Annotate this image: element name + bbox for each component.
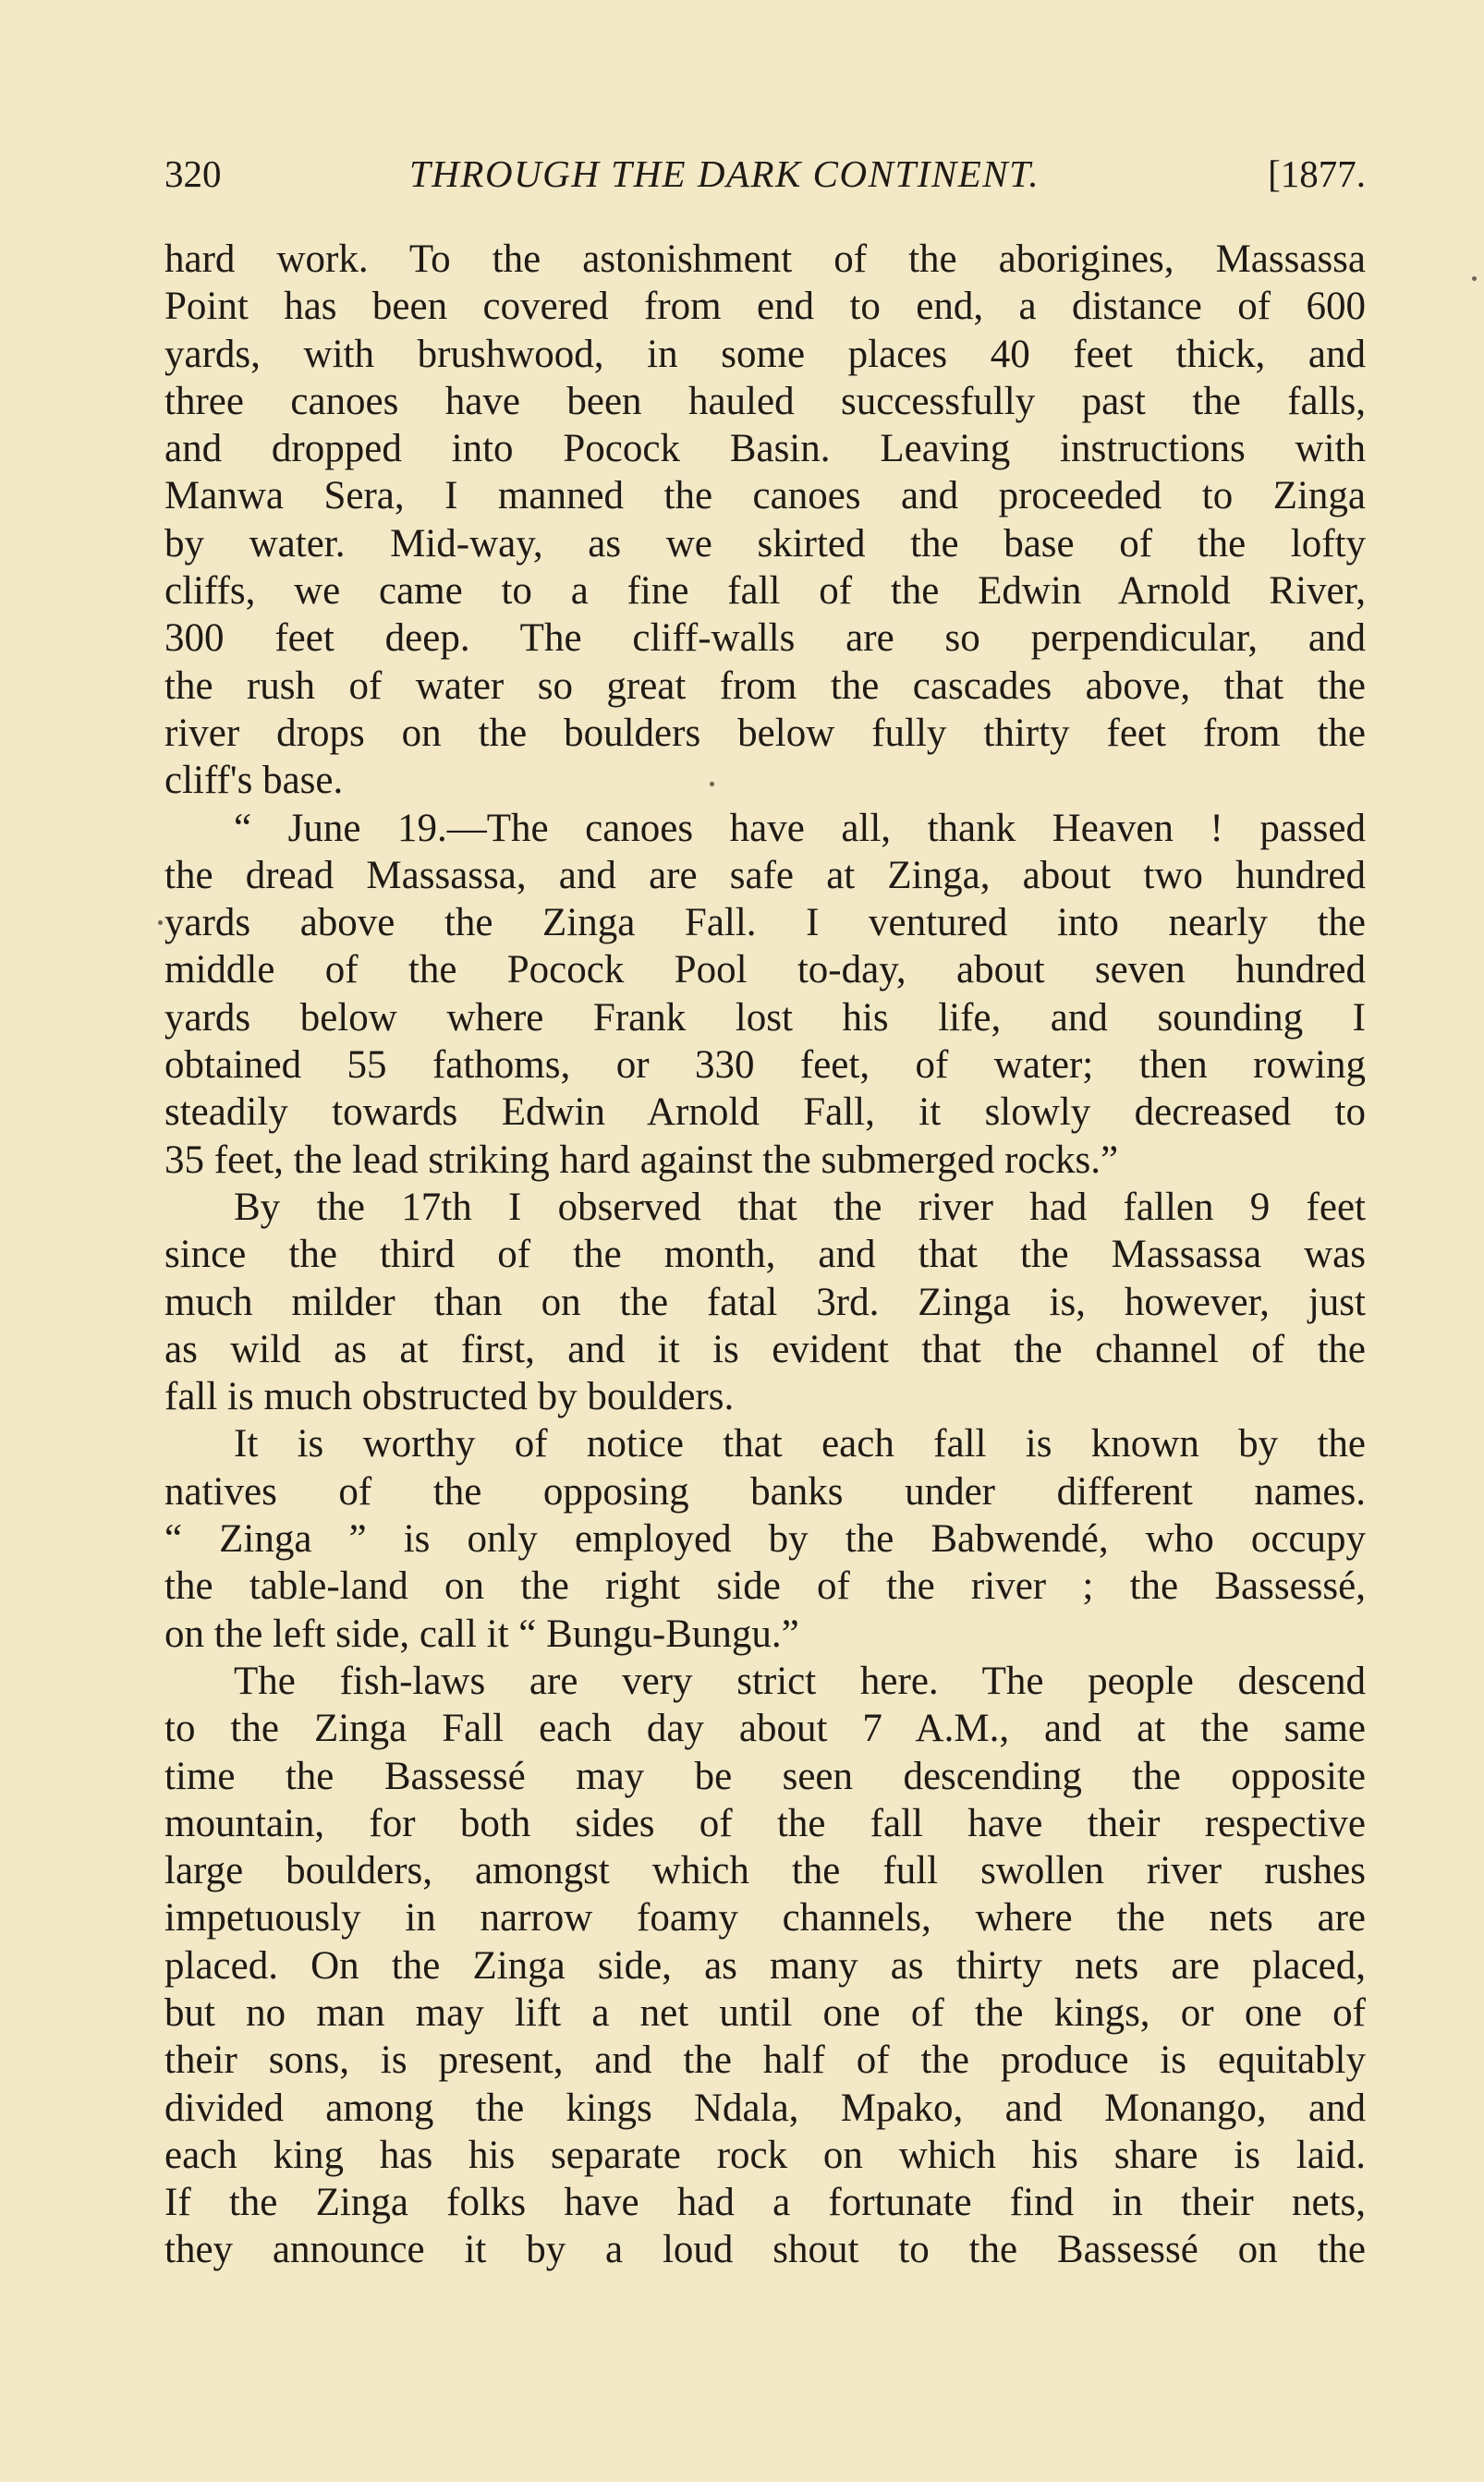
text-line: Point has been covered from end to end, a distance of 600 — [164, 285, 1366, 329]
text-line: to the Zinga Fall each day about 7 A.M., and at the same — [164, 1707, 1366, 1751]
text-line: they announce it by a loud shout to the Bassessé on the — [164, 2228, 1366, 2272]
text-line: obtained 55 fathoms, or 330 feet, of water; then rowing — [164, 1043, 1366, 1088]
text-line: mountain, for both sides of the fall have their respective — [164, 1801, 1366, 1845]
text-line: “ June 19.—The canoes have all, thank Heaven ! passed — [234, 806, 1366, 850]
text-line: and dropped into Pocock Basin. Leaving instructions with — [164, 427, 1366, 471]
text-line: Manwa Sera, I manned the canoes and proceeded to Zinga — [164, 474, 1366, 518]
date-marker: [1877. — [1268, 152, 1366, 195]
text-line: cliff's base. — [164, 759, 344, 803]
text-line: on the left side, call it “ Bungu-Bungu.” — [164, 1612, 799, 1656]
text-line: since the third of the month, and that the Massassa was — [164, 1233, 1366, 1277]
text-line: much milder than on the fatal 3rd. Zinga is, however, just — [164, 1280, 1366, 1324]
paragraph — [164, 1658, 1366, 2274]
text-line: but no man may lift a net until one of the kings, or one of — [164, 1990, 1366, 2035]
text-line: by water. Mid-way, as we skirted the base of the lofty — [164, 521, 1366, 566]
text-line: middle of the Pocock Pool to-day, about seven hundred — [164, 948, 1366, 992]
text-line: as wild as at first, and it is evident that the channel of the — [164, 1327, 1366, 1371]
text-line: If the Zinga folks have had a fortunate find in their nets, — [164, 2181, 1366, 2225]
text-line: cliffs, we came to a fine fall of the Edwin Arnold River, — [164, 569, 1366, 614]
text-line: natives of the opposing banks under different names. — [164, 1469, 1366, 1514]
body-text — [164, 236, 1366, 2274]
text-line: It is worthy of notice that each fall is known by the — [234, 1422, 1366, 1466]
page-speck — [710, 782, 714, 786]
text-line: yards above the Zinga Fall. I ventured into nearly the — [164, 901, 1366, 945]
text-line: each king has his separate rock on which his share is laid. — [164, 2133, 1366, 2177]
text-line: placed. On the Zinga side, as many as thirty nets are placed, — [164, 1943, 1366, 1988]
text-line: the dread Massassa, and are safe at Zinga, about two hundred — [164, 853, 1366, 897]
running-head — [164, 146, 1366, 201]
text-line: 35 feet, the lead striking hard against the submerged rocks.” — [164, 1138, 1119, 1182]
text-line: the rush of water so great from the cascades above, that the — [164, 663, 1366, 708]
book-title: THROUGH THE DARK CONTINENT. — [409, 152, 1040, 195]
text-line: hard work. To the astonishment of the aborigines, Massassa — [164, 237, 1366, 281]
text-line: river drops on the boulders below fully thirty feet from the — [164, 711, 1366, 755]
paragraph — [164, 1184, 1366, 1420]
text-line: 300 feet deep. The cliff-walls are so perpendicular, and — [164, 616, 1366, 661]
text-line: “ Zinga ” is only employed by the Babwendé, who occupy — [164, 1517, 1366, 1562]
text-line: fall is much obstructed by boulders. — [164, 1375, 735, 1419]
paragraph — [164, 805, 1366, 1184]
paragraph — [164, 1420, 1366, 1657]
text-line: impetuously in narrow foamy channels, where the nets are — [164, 1896, 1366, 1941]
text-line: yards, with brushwood, in some places 40 feet thick, and — [164, 332, 1366, 376]
paragraph — [164, 236, 1366, 805]
page-speck — [1472, 276, 1477, 281]
text-line: three canoes have been hauled successfully past the falls, — [164, 379, 1366, 423]
text-line: divided among the kings Ndala, Mpako, and Monango, and — [164, 2086, 1366, 2130]
text-line: their sons, is present, and the half of the produce is equitably — [164, 2038, 1366, 2083]
text-line: By the 17th I observed that the river had fallen 9 feet — [234, 1185, 1366, 1229]
text-line: yards below where Frank lost his life, and sounding I — [164, 995, 1366, 1040]
text-line: The fish-laws are very strict here. The people descend — [234, 1659, 1366, 1703]
text-line: large boulders, amongst which the full swollen river rushes — [164, 1849, 1366, 1893]
text-line: the table-land on the right side of the river ; the Bassessé, — [164, 1564, 1366, 1609]
text-line: steadily towards Edwin Arnold Fall, it slowly decreased to — [164, 1090, 1366, 1135]
text-line: time the Bassessé may be seen descending the opposite — [164, 1754, 1366, 1798]
page-speck — [158, 920, 163, 925]
page-number: 320 — [164, 152, 222, 195]
